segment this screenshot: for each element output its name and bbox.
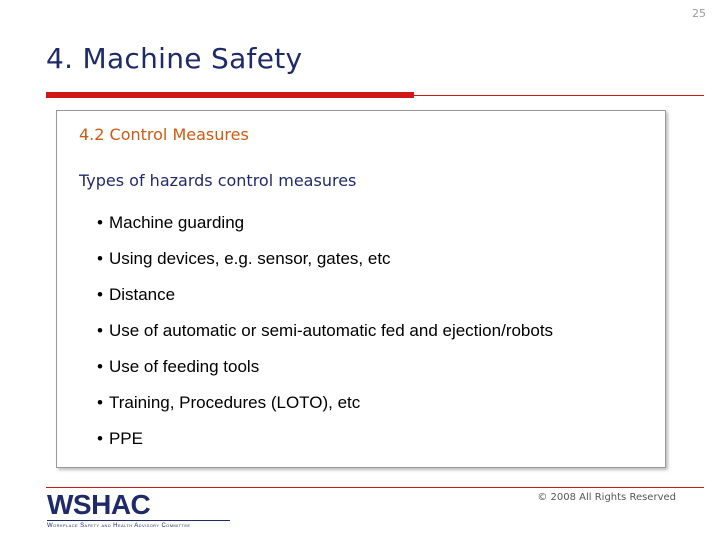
bullet-item: • Use of automatic or semi-automatic fed and ejection/robots — [97, 319, 553, 355]
content-box — [56, 110, 666, 468]
bullet-item: • Machine guarding — [97, 211, 553, 247]
bullet-item: • Training, Procedures (LOTO), etc — [97, 391, 553, 427]
copyright-notice: © 2008 All Rights Reserved — [537, 492, 676, 503]
logo-divider — [47, 520, 230, 521]
bullet-list — [97, 211, 553, 463]
logo-subtitle: Workplace Safety and Health Advisory Committee — [47, 523, 191, 529]
title-underline-line — [414, 95, 704, 96]
bullet-item: • PPE — [97, 427, 553, 463]
bullet-item: • Using devices, e.g. sensor, gates, etc — [97, 247, 553, 283]
wshac-logo: WSHAC — [47, 489, 151, 520]
footer-divider — [46, 487, 704, 488]
title-underline-bar — [46, 92, 414, 98]
subheading: Types of hazards control measures — [79, 171, 357, 190]
bullet-item: • Use of feeding tools — [97, 355, 553, 391]
page-number: 25 — [692, 7, 706, 20]
bullet-item: • Distance — [97, 283, 553, 319]
section-heading: 4.2 Control Measures — [79, 125, 249, 144]
slide-title: 4. Machine Safety — [46, 42, 303, 75]
